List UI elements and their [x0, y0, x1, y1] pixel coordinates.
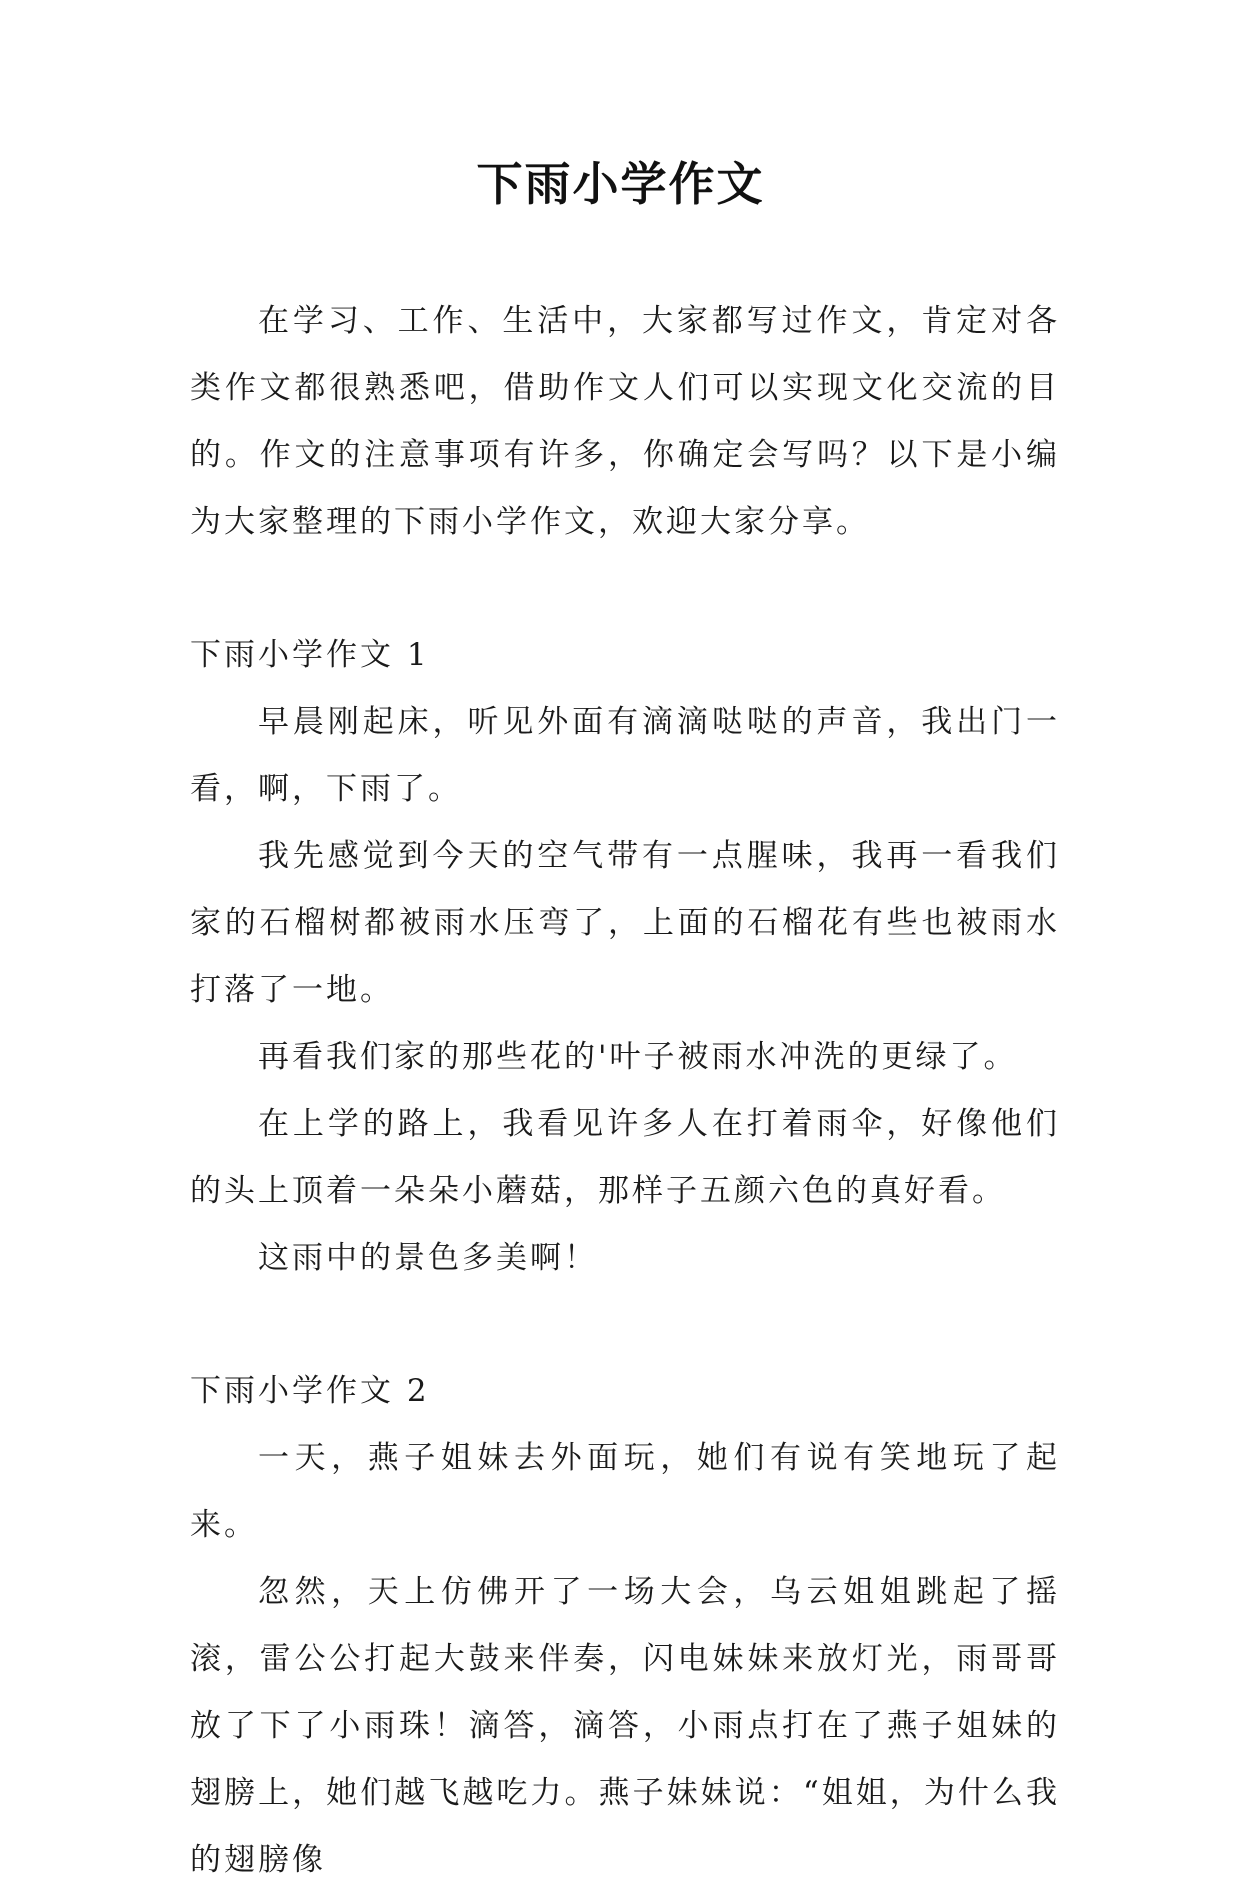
- essay-paragraph: 我先感觉到今天的空气带有一点腥味，我再一看我们家的石榴树都被雨水压弯了，上面的石榴花有些也被雨水打落了一地。: [190, 838, 1060, 1008]
- section-gap: [190, 556, 1060, 622]
- essay-paragraph: 早晨刚起床，听见外面有滴滴哒哒的声音，我出门一看，啊，下雨了。: [190, 704, 1060, 807]
- intro-paragraph: 在学习、工作、生活中，大家都写过作文，肯定对各类作文都很熟悉吧，借助作文人们可以实现文化交流的目的。作文的注意事项有许多，你确定会写吗？以下是小编为大家整理的下雨小学作文，欢迎大家分享。: [190, 303, 1060, 540]
- essay-section-2: [190, 1358, 1060, 1894]
- document-title: 下雨小学作文: [476, 157, 765, 211]
- essay-paragraph: 忽然，天上仿佛开了一场大会，乌云姐姐跳起了摇滚，雷公公打起大鼓来伴奏，闪电妹妹来放灯光，雨哥哥放了下了小雨珠！滴答，滴答，小雨点打在了燕子姐妹的翅膀上，她们越飞越吃力。燕子妹妹说：“姐姐，为什么我的翅膀像: [190, 1574, 1060, 1878]
- essay-section-1: [190, 622, 1060, 1292]
- essay-heading: 下雨小学作文 2: [190, 1373, 430, 1409]
- essay-heading: 下雨小学作文 1: [190, 637, 430, 673]
- section-gap: [190, 1292, 1060, 1358]
- document-body: [190, 288, 1060, 1894]
- essay-paragraph: 在上学的路上，我看见许多人在打着雨伞，好像他们的头上顶着一朵朵小蘑菇，那样子五颜六色的真好看。: [190, 1106, 1060, 1209]
- essay-paragraph: 这雨中的景色多美啊！: [258, 1240, 598, 1276]
- essay-paragraph: 再看我们家的那些花的'叶子被雨水冲洗的更绿了。: [258, 1039, 1018, 1075]
- essay-paragraph: 一天，燕子姐妹去外面玩，她们有说有笑地玩了起来。: [190, 1440, 1060, 1543]
